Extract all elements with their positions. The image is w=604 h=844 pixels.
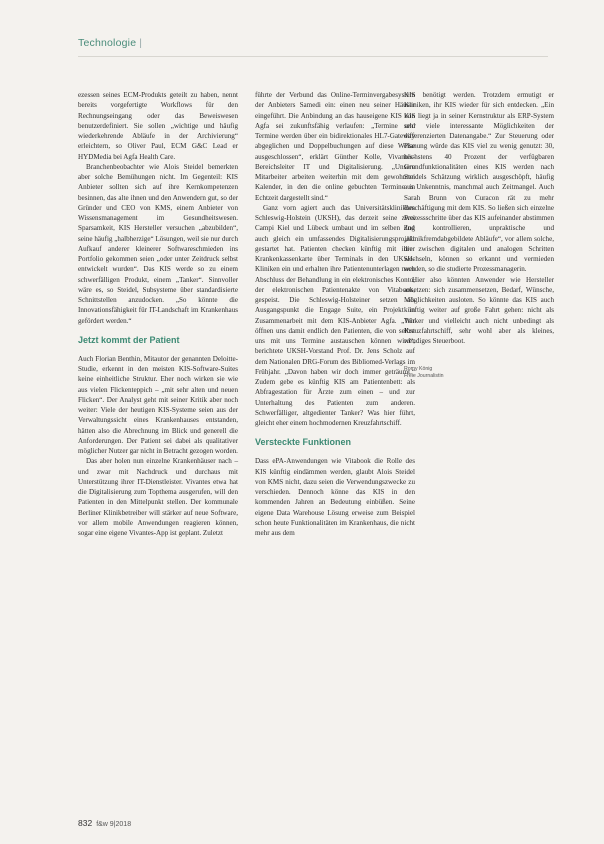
page-number: 832 (78, 818, 93, 828)
section-label (78, 37, 145, 49)
page-footer (78, 818, 131, 828)
author-byline (404, 366, 554, 380)
subheading: Versteckte Funktionen (255, 437, 352, 448)
section-name: Technologie (78, 37, 137, 49)
paragraph: Branchenbeobachter wie Alois Steidel bemerkten aber solche Bemühungen nicht. Im Gegenteil: KIS Anbieter sollten sich auf ihre Kernkompetenzen besinnen, das alte ihnen und den Anwendern gut, so der Gründer und CEO von KMS, einem Anbieter von Wissensmanagement im Gesundheitswesen. Sparsamkeit, KIS Hersteller versuchen „abzubilden“, seine häufig „halbherzige“ Lösungen, weil sie nur durch Aufkauf anderer kleinerer Softwareschmieden ins Portfolio gekommen seien „oder unter Zeitdruck selbst entwickelt wurden“. Das KIS werde so zu einem schwerfälligen Produkt, einem „Tanker“. Sinnvoller wäre es, so Steidel, Subsysteme über standardisierte Schnittstellen anzudocken. „So könnte die Innovationsfähigkeit für IT-Landschaft im Krankenhaus gefördert werden.“ (78, 162, 238, 325)
paragraph: ezessen seines ECM-Produkts geteilt zu haben, nennt bereits vorgefertigte Workflows für den Rechnungseingang oder das Beweiswesen benutzerdefiniert. Sie sollen „wichtige und häufig wiederkehrende Abläufe in der Archivierung“ erleichtern, so Oliver Paul, ECM G&C Lead er HYDMedia bei Agfa Health Care. (78, 91, 238, 161)
article-column-3 (404, 90, 554, 380)
section-separator: | (139, 37, 143, 49)
author-name: Romy König (404, 366, 433, 373)
paragraph: Das aber holen nun einzelne Krankenhäuser nach – und zwar mit Nachdruck und durchaus mit Unterstützung ihrer IT-Dienstleister. Vivantes etwa hat die Digitalisierung zum Topthema ausgerufen, will den Patienten in den Mittelpunkt stellen. Der kommunale Berliner Klinikbetreiber will stärker auf neue Software, vor allem mobile Anwendungen reagieren können, sogar eine eigene Vivantes-App ist geplant. Zuletzt (78, 457, 238, 537)
paragraph: Hier also könnten Anwender wie Hersteller ansetzen: sich zusammensetzen, Bedarf, Wünsche, Möglichkeiten ausloten. So könnte das KIS auch künftig weiter auf große Fahrt gehen: nicht als Tanker und vielleicht auch nicht unbedingt als Kreuzfahrtschiff, sehr wohl aber als kleines, wendiges Steuerboot. (404, 275, 554, 345)
paragraph: Auch Florian Benthin, Mitautor der genannten Deloitte-Studie, erkennt in den meisten KIS-Software-Suites keine einheitliche Struktur. Eher noch wirken sie wie aus vielen Flickenteppich – „mit sehr alten und neuen Flicken“. Der Analyst geht mit seiner Kritik aber noch weiter: Viele der heutigen KIS-Systeme seien aus der Verwaltungssicht eines Krankenhauses entstanden, hätten also die Abrechnung im Blick und generell die Anforderungen. Der Patient sei dabei als qualitativer möglicher Nutzer gar nicht in Betracht gezogen worden. (78, 354, 238, 455)
paragraph: KIS benötigt werden. Trotzdem ermutigt er Kliniken, ihr KIS wieder für sich entdecken. „Ein KIS liegt ja in seiner Kernstruktur als ERP-System sehr viele interessante Möglichkeiten der differenzierten Datenangabe.“ Zur Steuerung oder Planung würde das KIS viel zu wenig genutzt: 30, höchstens 40 Prozent der verfügbaren Grundfunktionalitäten eines KIS werden nach Steidels Schätzung wirklich ausgeschöpft, häufig aus Unkenntnis, manchmal auch Zeitmangel. Auch Sarah Brunn von Curacon rät zu mehr Beschäftigung mit dem KIS. So ließen sich einzelne Prozessschritte über das KIS aufeinander abstimmen und kontrollieren, unpraktische und „klinikfremdabgebildete Abläufe“, vor allem solche, die zwischen digitalen und analogen Schritten wechseln, können so erkannt und vermieden werden, so die studierte Prozessmanagerin. (404, 91, 554, 274)
article-column-2 (255, 90, 415, 538)
paragraph: Dass ePA-Anwendungen wie Vitabook die Rolle des KIS künftig eindämmen werden, glaubt Alois Steidel von KMS nicht, dazu seien die Verwendungszwecke zu verschieden. Dennoch könne das KIS in den kommenden Jahren an Bedeutung einbüßen. Seine eigene Data Warehouse Lösung erweise zum Beispiel schon heute Funktionalitäten im Krankenhaus, die nicht mehr aus dem (255, 457, 415, 537)
paragraph: Ganz vorn agiert auch das Universitätsklinikum Schleswig-Holstein (UKSH), das derzeit seine zwei Campi Kiel und Lübeck umbaut und im selben Zug auch gleich ein umfassendes Digitalisierungsprojekt gestartet hat. Patienten checken künftig mit ihrer Krankenkassenkarte über Terminals in den UKSH-Kliniken ein und erhalten ihre Patientenunterlagen nach Abschluss der Behandlung in ein elektronisches Konto, der elektronischen Patientenakte von Vitabook, gespeist. Die Schleswig-Holsteiner setzen als Ausgangspunkt die Engage Suite, ein Projekt in Zusammenarbeit mit dem KIS-Anbieter Agfa. „Wir öffnen uns damit endlich den Patienten, die von selbst uns mit uns Termine austauschen können wird“, berichtete UKSH-Vorstand Prof. Dr. Jens Scholz auf dem Nationalen DRG-Forum des Bibliomed-Verlags im Frühjahr. „Davon haben wir doch immer geträumt.“ Zudem gebe es künftig KIS am Patientenbett: als Abfragestation für Ärzte zum einen – und zur Unterhaltung des Patienten zum anderen. Schwerfälliger, altgedienter Tanker? Was hier führt, gleicht eher einem hochmodernen Kreuzfahrtschiff. (255, 203, 415, 427)
header-rule (78, 56, 548, 57)
paragraph: führte der Verbund das Online-Terminvergabesystem der Anbieters Samedi ein: einen neu seiner Häuser eingeführt. Die Anbindung an das hauseigene KIS von Agfa sei zukunftsfähig verlaufen: „Termine und Termine werden über ein bidirektionales HL7-Gateway abgeglichen und Doppelbuchungen auf diese Weise ausgeschlossen“, erklärt Günther Kolle, Vivantes-Bereichsleiter IT und Digitalisierung. „Unsere Mitarbeiter arbeiten weiterhin mit dem gewohnten Kalender, in den die online gebuchten Termine in Echtzeit dargestellt sind.“ (255, 91, 415, 202)
article-column-1 (78, 90, 238, 538)
subheading: Jetzt kommt der Patient (78, 334, 180, 345)
issue-label: f&w 9|2018 (96, 821, 132, 828)
author-role: Freie Journalistin (404, 373, 444, 380)
